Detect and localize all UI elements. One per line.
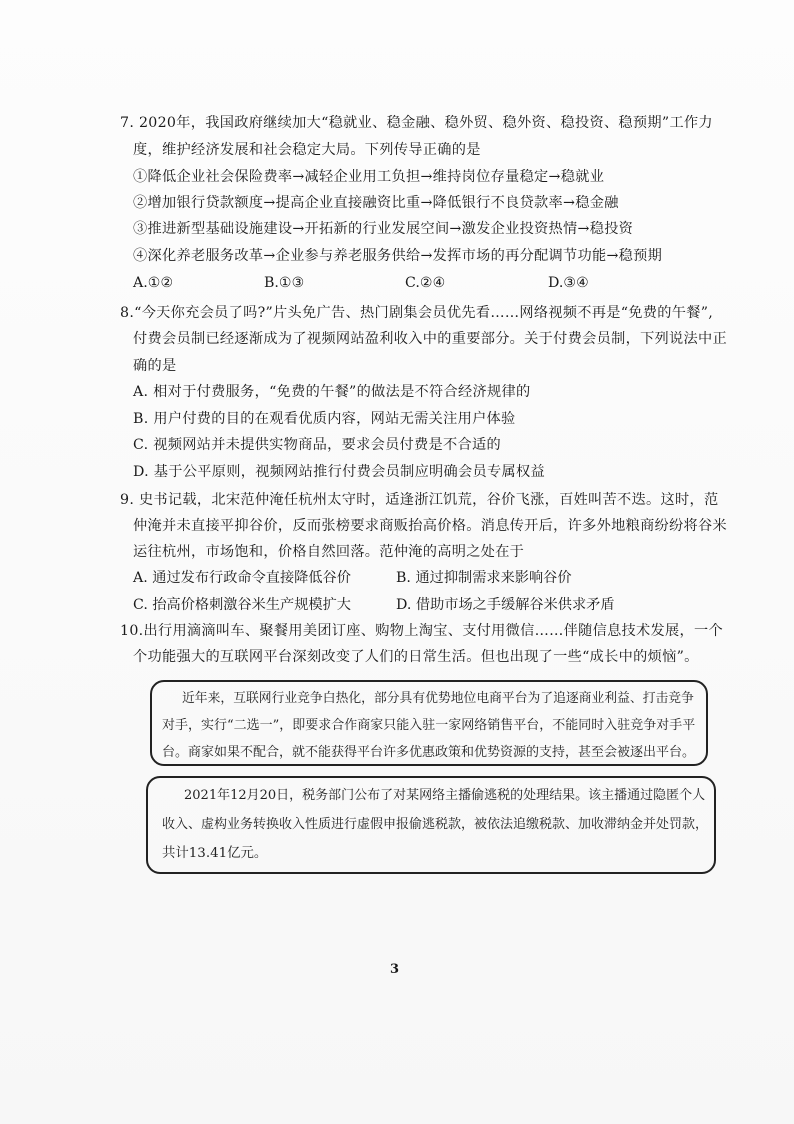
q8-option-d: D. 基于公平原则，视频网站推行付费会员制应明确会员专属权益 bbox=[133, 464, 545, 480]
q8-stem-line1: 8.“今天你充会员了吗?”片头免广告、热门剧集会员优先看……网络视频不再是“免费的午餐”, bbox=[120, 305, 714, 321]
q7-option-a: A.①② bbox=[133, 275, 174, 291]
page-number: 3 bbox=[390, 962, 400, 977]
q7-item-2: ②增加银行贷款额度→提高企业直接融资比重→降低银行不良贷款率→稳金融 bbox=[133, 195, 619, 211]
q7-stem-line1: 7. 2020年，我国政府继续加大“稳就业、稳金融、稳外贸、稳外资、稳投资、稳预期”工作力 bbox=[120, 115, 713, 131]
q7-stem-line2: 度，维护经济发展和社会稳定大局。下列传导正确的是 bbox=[133, 142, 481, 158]
q9-option-d: D. 借助市场之手缓解谷米供求矛盾 bbox=[396, 597, 615, 613]
q8-stem-line3: 确的是 bbox=[133, 358, 177, 374]
q8-option-c: C. 视频网站并未提供实物商品，要求会员付费是不合适的 bbox=[133, 437, 501, 453]
material-box-2-line2: 收入、虚构业务转换收入性质进行虚假申报偷逃税款，被依法追缴税款、加收滞纳金并处罚款， bbox=[162, 817, 709, 832]
q8-option-a: A. 相对于付费服务，“免费的午餐”的做法是不符合经济规律的 bbox=[133, 384, 531, 400]
q9-stem-line2: 仲淹并未直接平抑谷价，反而张榜要求商贩抬高价格。消息传开后，许多外地粮商纷纷将谷米 bbox=[133, 518, 727, 534]
q9-option-a: A. 通过发布行政命令直接降低谷价 bbox=[133, 570, 351, 586]
q9-option-c: C. 抬高价格刺激谷米生产规模扩大 bbox=[133, 597, 351, 613]
q7-item-4: ④深化养老服务改革→企业参与养老服务供给→发挥市场的再分配调节功能→稳预期 bbox=[133, 248, 663, 264]
material-box-1-line1: 近年来，互联网行业竞争白热化，部分具有优势地位电商平台为了追逐商业利益、打击竞争 bbox=[182, 691, 694, 706]
material-box-2 bbox=[146, 776, 716, 874]
q7-option-c: C.②④ bbox=[405, 275, 446, 291]
q8-stem-line2: 付费会员制已经逐渐成为了视频网站盈利收入中的重要部分。关于付费会员制，下列说法中正 bbox=[133, 331, 727, 347]
q8-option-b: B. 用户付费的目的在观看优质内容，网站无需关注用户体验 bbox=[133, 411, 516, 427]
material-box-1 bbox=[150, 680, 708, 766]
material-box-2-line3: 共计13.41亿元。 bbox=[162, 846, 268, 861]
q7-option-d: D.③④ bbox=[548, 275, 589, 291]
q7-option-b: B.①③ bbox=[264, 275, 305, 291]
q10-stem-line2: 个功能强大的互联网平台深刻改变了人们的日常生活。但也出现了一些“成长中的烦恼”。 bbox=[133, 649, 699, 665]
q9-option-b: B. 通过抑制需求来影响谷价 bbox=[396, 570, 572, 586]
material-box-2-line1: 2021年12月20日，税务部门公布了对某网络主播偷逃税的处理结果。该主播通过隐匿个人 bbox=[184, 788, 706, 803]
q7-item-1: ①降低企业社会保险费率→减轻企业用工负担→维持岗位存量稳定→稳就业 bbox=[133, 169, 605, 185]
q9-stem-line1: 9. 史书记载，北宋范仲淹任杭州太守时，适逢浙江饥荒，谷价飞涨，百姓叫苦不迭。这时，范 bbox=[120, 492, 719, 508]
q9-stem-line3: 运往杭州，市场饱和，价格自然回落。范仲淹的高明之处在于 bbox=[133, 544, 525, 560]
q10-stem-line1: 10.出行用滴滴叫车、聚餐用美团订座、购物上淘宝、支付用微信……伴随信息技术发展，一个 bbox=[120, 623, 723, 639]
material-box-1-line2: 对手，实行“二选一”，即要求合作商家只能入驻一家网络销售平台，不能同时入驻竞争对手平 bbox=[162, 718, 696, 733]
material-box-1-line3: 台。商家如果不配合，就不能获得平台许多优惠政策和优势资源的支持，甚至会被逐出平台。 bbox=[162, 745, 696, 760]
q7-item-3: ③推进新型基础设施建设→开拓新的行业发展空间→激发企业投资热情→稳投资 bbox=[133, 221, 634, 237]
